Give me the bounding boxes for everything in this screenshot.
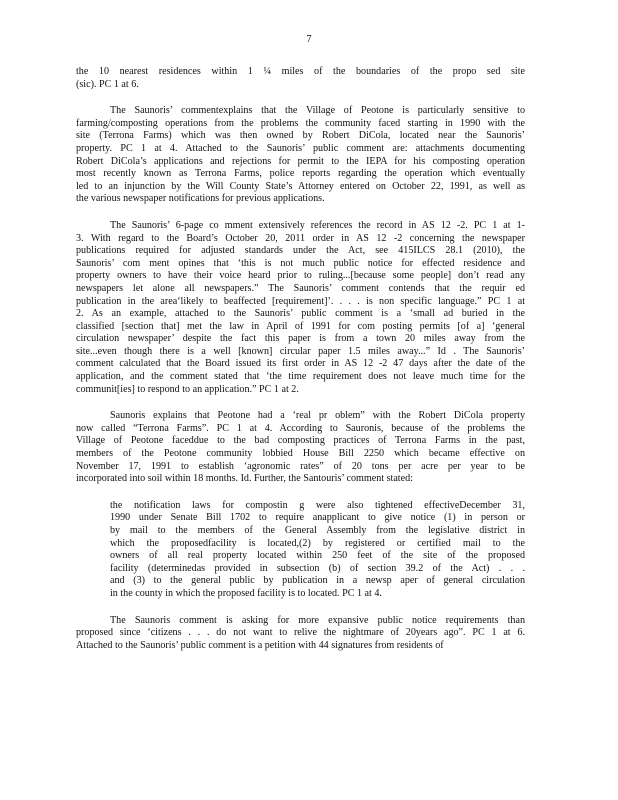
text-line: by mail to the members of the General Assembly from the legislative district in [110,525,525,536]
text-line: comment calculated that the Board issued its first order in AS 12 -2 47 days after the date of the [76,358,525,370]
paragraph [76,615,525,653]
text-line: led to an injunction by the Will County State’s Attorney entered on October 22, 1991, as well as [76,180,525,192]
block-quote [110,500,525,601]
text-line: The Saunoris’ commentexplains that the Village of Peotone is particularly sensitive to [110,105,525,117]
text-line: facility (determinedas provided in subsection (b) of section 39.2 of the Act) . . . [110,562,525,574]
paragraph [76,220,525,396]
text-line: Robert DiCola’s applications and rejections for permit to the IEPA for his composting operation [76,155,525,167]
text-line: property owners to have their voice heard prior to ruling...[because some people] don’t read any [76,270,525,282]
text-line: owners of all real property located within 250 feet of the site of the proposed [110,550,525,562]
text-line: newspapers let alone all newspapers.” The Saunoris’ comment contends that the requir ed [76,282,525,294]
text-line: 2. As an example, attached to the Saunoris’ public comment is a ‘small ad buried in the [76,308,525,320]
text-line: Saunoris explains that Peotone had a ‘real pr oblem” with the Robert DiCola property [110,410,525,422]
text-line: proposed since ‘citizens . . . do not want to relive the nightmare of 20years ago”. PC 1 at 6. [76,627,525,639]
text-line: communit[ies] to respond to an application.” PC 1 at 2. [76,383,299,395]
text-line: 3. With regard to the Board’s October 20, 2011 order in AS 12 -2 concerning the newspaper [76,232,525,244]
text-line: 1990 under Senate Bill 1702 to require anapplicant to give notice (1) in person or [110,512,525,524]
paragraph [76,410,525,486]
text-line: the 10 nearest residences within 1 ¼ miles of the boundaries of the propo sed site [76,66,525,77]
paragraph [76,66,525,91]
text-line: which the proposedfacility is located,(2) by registered or certified mail to the [110,537,525,549]
text-line: circulation newspaper’ despite the fact this paper is from a town 20 miles away from the [76,333,525,345]
text-line: November 17, 1991 to establish ‘agronomic rates” of 20 tons per acre per year to be [76,460,525,472]
text-line: application, and the comment stated that ‘the time requirement does not leave much time for the [76,371,525,383]
text-line: The Saunoris comment is asking for more expansive public notice requirements than [110,614,525,626]
document-body [76,66,525,666]
text-line: site (Terrona Farms) which was then owned by Robert DiCola, located near the Saunoris’ [76,130,525,142]
text-line: Village of Peotone faceddue to the bad composting practices of Terrona Farms in the past, [76,435,525,447]
text-line: members of the Peotone community lobbied House Bill 2250 which became effective on [76,448,525,460]
text-line: publication in the area‘likely to beaffected [requirement]’. . . . is non specific language.” PC 1 at [76,295,525,307]
text-line: publications required for adjusted standards under the Act, see 415ILCS 28.1 (2010), the [76,245,525,257]
text-line: classified [section that] met the law in April of 1991 for com posting permits [of a] ‘general [76,320,525,332]
page-number: 7 [306,34,312,45]
text-line: Saunoris’ com ment opines that ‘this is not much public notice for effected residence and [76,257,525,269]
text-line: property. PC 1 at 4. Attached to the Saunoris’ public comment are: attachments documenting [76,142,525,154]
text-line: the various newspaper notifications for previous applications. [76,193,325,205]
paragraph [76,105,525,206]
text-line: the notification laws for compostin g were also tightened effectiveDecember 31, [110,499,525,511]
text-line: incorporated into soil within 18 months. Id. Further, the Santouris’ comment stated: [76,473,413,485]
text-line: in the county in which the proposed facility is to located. PC 1 at 4. [110,587,382,599]
text-line: most recently known as Terrona Farms, police reports regarding the operation which eventually [76,168,525,180]
text-line: The Saunoris’ 6-page co mment extensively references the record in AS 12 -2. PC 1 at 1- [110,219,525,231]
text-line: Attached to the Saunoris’ public comment is a petition with 44 signatures from residents of [76,639,444,651]
text-line: and (3) to the general public by publication in a newsp aper of general circulation [110,575,525,587]
text-line: site...even though there is a well [known] circular paper 1.5 miles away...” Id . The Saunoris’ [76,345,525,357]
text-line: now called “Terrona Farms”. PC 1 at 4. According to Sauronis, because of the problems the [76,422,525,434]
text-line: (sic). PC 1 at 6. [76,78,139,90]
text-line: farming/composting operations from the problems the community faced starting in 1990 with the [76,117,525,129]
